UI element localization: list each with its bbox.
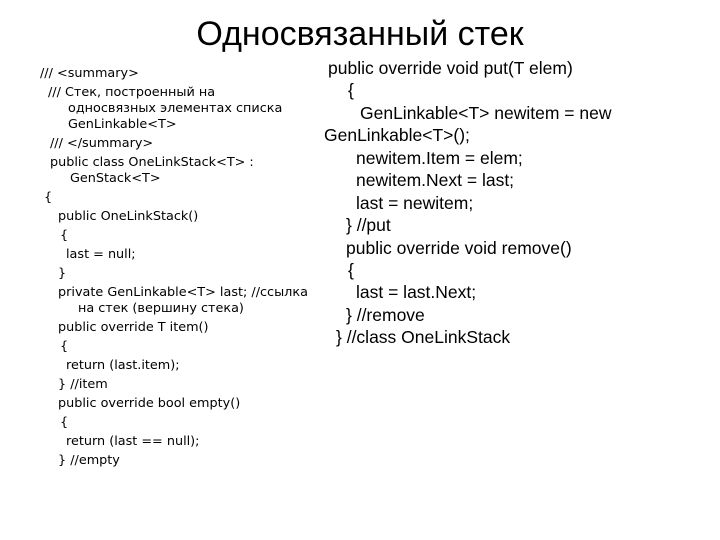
code-line: } <box>58 266 67 281</box>
code-line: /// Стек, построенный на <box>48 85 216 100</box>
code-line: { <box>60 415 69 430</box>
code-line: last = last.Next; <box>356 282 477 302</box>
code-line: public class OneLinkStack<T> : <box>50 155 254 170</box>
code-line: public override void put(T elem) <box>328 58 573 78</box>
code-line: GenLinkable<T> newitem = new <box>360 103 612 123</box>
code-line: GenLinkable<T> <box>68 117 177 132</box>
code-line: GenStack<T> <box>70 171 161 186</box>
code-line: { <box>348 80 354 100</box>
code-line: { <box>60 339 69 354</box>
code-line: { <box>348 260 354 280</box>
code-line: last = null; <box>66 247 136 262</box>
code-line: } //class OneLinkStack <box>336 327 511 347</box>
code-line: } //item <box>58 377 108 392</box>
code-line: private GenLinkable<T> last; //ссылка <box>58 285 308 300</box>
code-line: } //remove <box>346 305 425 325</box>
code-line: GenLinkable<T>(); <box>324 125 470 145</box>
code-line: { <box>60 228 69 243</box>
code-line: на стек (вершину стека) <box>78 301 244 316</box>
code-line: public override T item() <box>58 320 209 335</box>
code-line: односвязных элементах списка <box>68 101 283 116</box>
slide-title: Односвязанный стек <box>196 15 524 53</box>
code-line: return (last.item); <box>66 358 180 373</box>
code-line: return (last == null); <box>66 434 200 449</box>
code-line: newitem.Next = last; <box>356 170 515 190</box>
code-line: } //empty <box>58 453 120 468</box>
code-line: public override bool empty() <box>58 396 241 411</box>
code-line: { <box>44 190 53 205</box>
code-line: newitem.Item = elem; <box>356 148 523 168</box>
code-line: } //put <box>346 215 391 235</box>
code-line: public override void remove() <box>346 238 572 258</box>
code-line: /// <summary> <box>40 66 139 81</box>
code-line: /// </summary> <box>50 136 154 151</box>
code-line: public OneLinkStack() <box>58 209 199 224</box>
code-line: last = newitem; <box>356 193 474 213</box>
